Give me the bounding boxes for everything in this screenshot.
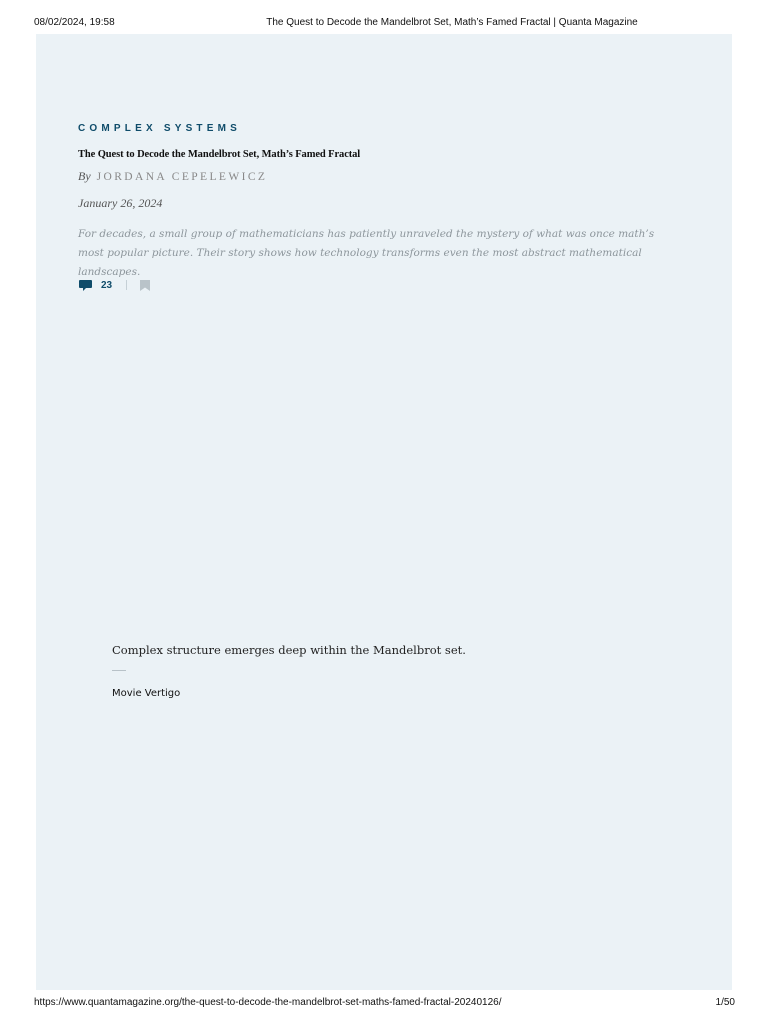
print-page-number: 1/50 [715, 997, 735, 1008]
print-url: https://www.quantamagazine.org/the-quest-to-decode-the-mandelbrot-set-maths-famed-fractal-20240126/ [34, 997, 502, 1008]
article-headline: The Quest to Decode the Mandelbrot Set, Math’s Famed Fractal [78, 149, 361, 160]
article-meta [78, 278, 150, 292]
article-dek: For decades, a small group of mathematicians has patiently unraveled the mystery of what was once math’s most popular picture. Their story shows how technology transforms even the most abstract mathematical landscapes. [78, 228, 655, 278]
meta-divider [126, 280, 127, 290]
print-date: 08/02/2024, 19:58 [34, 17, 115, 28]
section-label[interactable]: COMPLEX SYSTEMS [78, 123, 242, 134]
print-title: The Quest to Decode the Mandelbrot Set, Math’s Famed Fractal | Quanta Magazine [266, 17, 638, 28]
print-footer [0, 990, 768, 1024]
publish-date: January 26, 2024 [78, 196, 163, 210]
hero-video-placeholder[interactable] [36, 314, 732, 624]
author-link[interactable]: JORDANA CEPELEWICZ [96, 171, 268, 183]
print-header [0, 0, 768, 34]
caption-divider [112, 670, 126, 671]
bookmark-icon[interactable] [140, 280, 150, 291]
comment-bubble-icon[interactable] [78, 279, 93, 292]
article-page [36, 34, 732, 990]
media-credit: Movie Vertigo [112, 688, 181, 699]
byline-prefix: By [78, 169, 91, 183]
comment-count[interactable]: 23 [101, 279, 113, 291]
media-caption: Complex structure emerges deep within the Mandelbrot set. [112, 643, 466, 657]
byline [78, 169, 267, 184]
